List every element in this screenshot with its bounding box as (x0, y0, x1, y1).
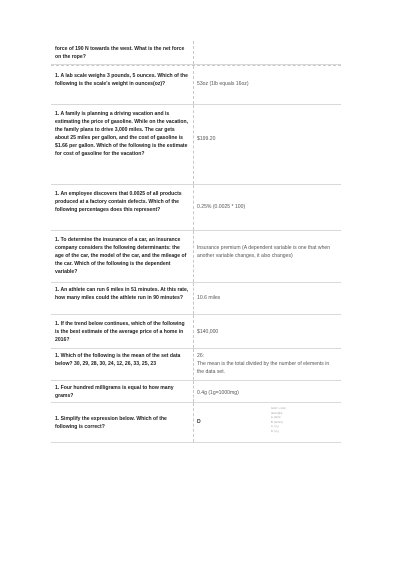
question-text: 1. A lab scale weighs 3 pounds, 5 ounces. Which of the following is the scale's weight in ounces(oz)? (55, 73, 188, 87)
table-row (51, 381, 341, 403)
question-text: 1. Simplify the expression below. Which of the following is correct? (55, 416, 167, 430)
answer-text: 10.6 miles (197, 295, 221, 301)
column-divider (193, 185, 194, 230)
column-divider (193, 231, 194, 282)
column-divider (193, 105, 194, 184)
table-row (51, 315, 341, 349)
table-row (51, 185, 341, 231)
question-text: 1. A family is planning a driving vacation and is estimating the price of gasoline. While on the vacation, the family plans to drive 3,000 miles. The car gets about 25 miles per gallon, and the cost of gasoline is $1.66 per gallon. Which of the following is the estimate for cost of gasoline for the vacation? (55, 111, 189, 157)
question-text: 1. Four hundred milligrams is equal to how many grams? (55, 385, 174, 399)
question-text: 1. To determine the insurance of a car, an insurance company considers the following determinants: the age of the car, the model of the car, and the mileage of the car. Which of the following is the dependent variable? (55, 237, 187, 275)
table-row (51, 349, 341, 381)
column-divider (193, 349, 194, 380)
table-row (51, 403, 341, 443)
answer-text: 26: The mean is the total divided by the number of elements in the data set. (197, 353, 330, 375)
answer-text: 53oz (1lb equals 16oz) (197, 81, 249, 87)
expression-line: B. (4n²m²) (271, 420, 283, 424)
answer-text: $140,000 (197, 329, 219, 335)
column-divider (193, 315, 194, 348)
expression-line: D. (²/₃) (271, 429, 279, 433)
expression-line: C. (¹/₂) (271, 425, 279, 428)
table-row (51, 231, 341, 283)
question-text: 1. If the trend below continues, which of the following is the best estimate of the average price of a home in 2016? (55, 321, 185, 343)
answer-text: $199.20 (197, 136, 216, 142)
answer-text: 0.4g (1g=1000mg) (197, 390, 239, 396)
column-divider (193, 41, 194, 64)
expression-image (271, 407, 331, 443)
column-divider (193, 283, 194, 314)
expression-line: 4m²n³ ÷ ²mn² (271, 407, 286, 410)
question-text: force of 190 N towards the west. What is the net force on the rope? (55, 46, 185, 60)
question-text: 1. Which of the following is the mean of the set data below? 30, 29, 28, 30, 24, 12, 26, 33, 25, 23 (55, 353, 181, 367)
table-row (51, 283, 341, 315)
answer-text: D (197, 419, 201, 425)
expression-line: A. (4n²)² (271, 416, 281, 419)
answer-text: Insurance premium (A dependent variable is one that when another variable changes, it also changes) (197, 245, 331, 259)
question-text: 1. An employee discovers that 0.0025 of all products produced at a factory contain defects. Which of the following percentages does this represent? (55, 191, 182, 213)
column-divider (193, 66, 194, 104)
answer-text: 0.25% (0.0025 * 100) (197, 204, 246, 210)
question-text: 1. An athlete can run 6 miles in 51 minutes. At this rate, how many miles could the athlete run in 90 minutes? (55, 287, 189, 301)
column-divider (193, 403, 194, 442)
table-row (51, 105, 341, 185)
expression-line: (2mn)(4n) (271, 411, 283, 415)
table-row (51, 41, 341, 65)
column-divider (193, 381, 194, 402)
table-row (51, 65, 341, 105)
